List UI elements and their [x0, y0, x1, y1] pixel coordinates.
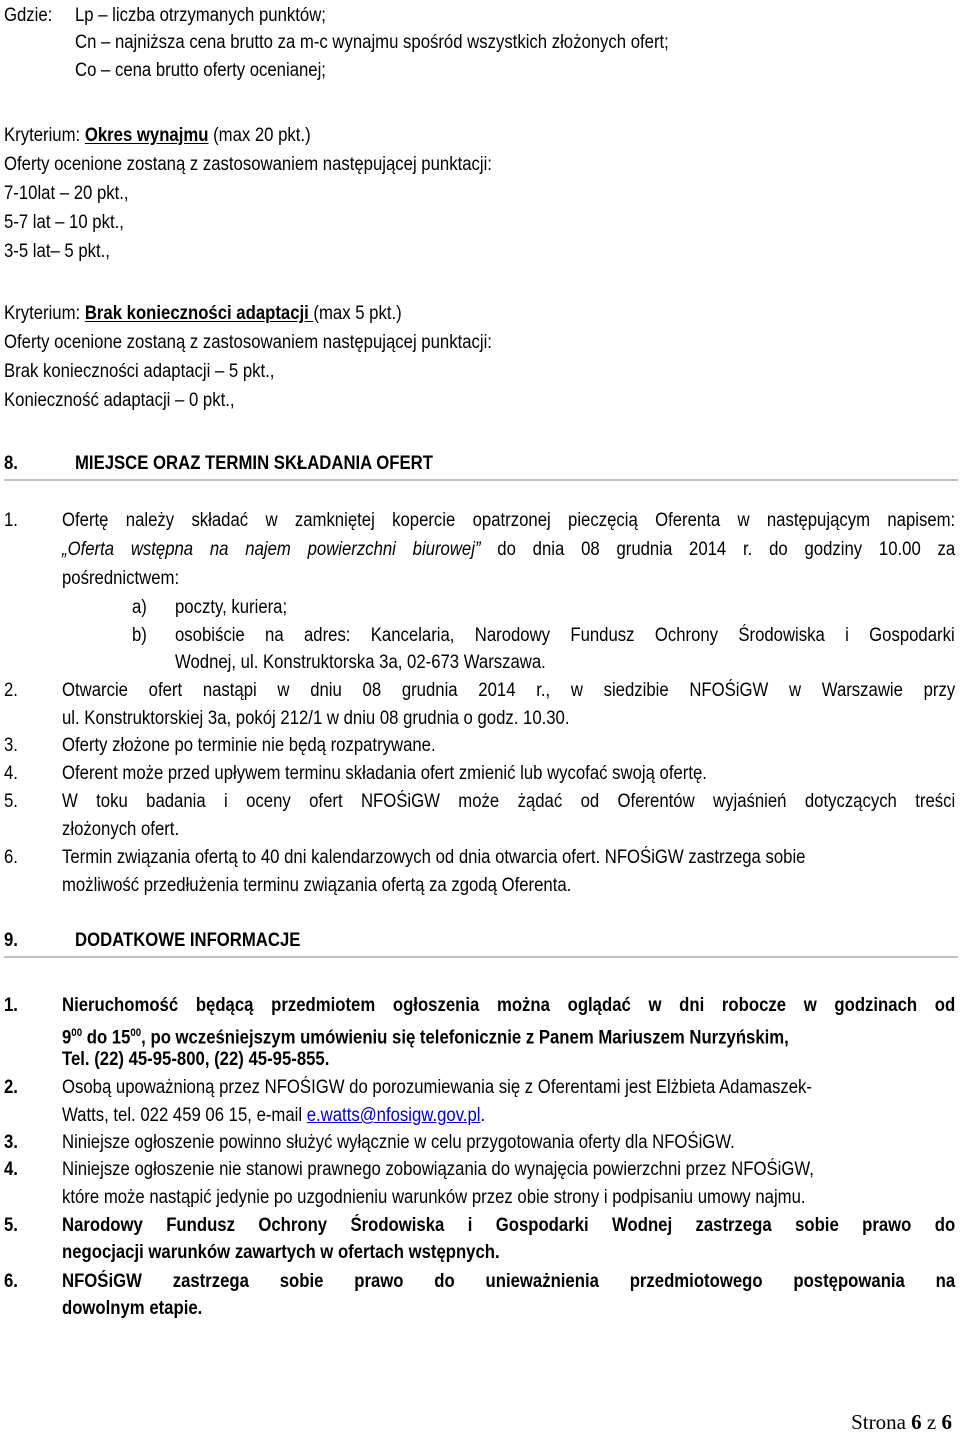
item-8-3: Oferty złożone po terminie nie będą rozpatrywane.: [62, 735, 436, 756]
page-label: Strona: [851, 1410, 912, 1434]
sub-item-b: osobiście na adres: Kancelaria, Narodowy Fundusz Ochrony Środowiska i Gospodarki: [175, 625, 955, 646]
item-9-1-line: Nieruchomość będącą przedmiotem ogłoszenia można oglądać w dni robocze w godzinach od: [62, 995, 956, 1016]
section-8-title: MIEJSCE ORAZ TERMIN SKŁADANIA OFERT: [75, 453, 433, 474]
item-9-2-line: Osobą upoważnioną przez NFOŚIGW do porozumiewania się z Oferentami jest Elżbieta Adamaszek-: [62, 1077, 812, 1098]
section-8-number: 8.: [4, 453, 18, 474]
item-9-6-line: dowolnym etapie.: [62, 1298, 203, 1319]
page-current: 6: [911, 1410, 922, 1434]
item-9-3: Niniejsze ogłoszenie powinno służyć wyłącznie w celu przygotowania oferty dla NFOŚiGW.: [62, 1132, 735, 1153]
criterion-max: (max 5 pkt.): [313, 303, 402, 324]
item-number: 5.: [4, 791, 18, 812]
item-9-5-line: Narodowy Fundusz Ochrony Środowiska i Gospodarki Wodnej zastrzega sobie prawo do: [62, 1215, 956, 1236]
criterion-period-item: 3-5 lat– 5 pkt.,: [4, 241, 110, 262]
item-8-1-line: [62, 538, 955, 562]
page-footer: [851, 1410, 952, 1435]
criterion-adaptation-item: Brak konieczności adaptacji – 5 pkt.,: [4, 361, 275, 382]
item-8-1-line: pośrednictwem:: [62, 568, 180, 589]
sub-item-label: a): [132, 597, 147, 618]
item-number: 3.: [4, 735, 18, 756]
item-9-1-line: Tel. (22) 45-95-800, (22) 45-95-855.: [62, 1049, 330, 1070]
section-8-header: [4, 449, 958, 481]
item-9-1-line: [62, 1021, 789, 1050]
page-total: 6: [941, 1410, 952, 1434]
deadline-text: do dnia 08 grudnia 2014 r. do godziny 10.00 za: [480, 539, 956, 560]
item-9-4-line: Niniejsze ogłoszenie nie stanowi prawnego zobowiązania do wynajęcia powierzchni przez NFOŚiGW,: [62, 1159, 814, 1180]
section-9-number: 9.: [4, 930, 18, 951]
criterion-period-item: 5-7 lat – 10 pkt.,: [4, 212, 124, 233]
item-number: 4.: [4, 1159, 18, 1180]
offer-label-italic: „Oferta wstępna na najem powierzchni biurowej”: [62, 539, 481, 560]
criterion-name: Okres wynajmu: [84, 125, 209, 146]
section-9-header: [4, 926, 958, 958]
item-number: 5.: [4, 1215, 18, 1236]
hours-to-minutes: 00: [130, 1027, 142, 1039]
hours-from-minutes: 00: [71, 1027, 83, 1039]
legend-lp: Lp – liczba otrzymanych punktów;: [75, 5, 326, 26]
sub-item-a: poczty, kuriera;: [175, 597, 288, 618]
item-number: 6.: [4, 847, 18, 868]
sub-item-label: b): [132, 625, 147, 646]
item-8-2-line: Otwarcie ofert nastąpi w dniu 08 grudnia 2014 r., w siedzibie NFOŚiGW w Warszawie przy: [62, 680, 956, 701]
criterion-adaptation-desc: Oferty ocenione zostaną z zastosowaniem następującej punktacji:: [4, 332, 492, 353]
email-period: .: [480, 1105, 486, 1126]
item-9-2-line: [62, 1104, 485, 1128]
item-8-1-line: Ofertę należy składać w zamkniętej kopercie opatrzonej pieczęcią Oferenta w następującym napisem:: [62, 510, 956, 531]
item-number: 3.: [4, 1132, 18, 1153]
item-8-5-line: złożonych ofert.: [62, 819, 180, 840]
criterion-prefix: Kryterium:: [4, 303, 85, 324]
item-8-6-line: możliwość przedłużenia terminu związania ofertą za zgodą Oferenta.: [62, 875, 572, 896]
contact-person: , po wcześniejszym umówieniu się telefonicznie z Panem Mariuszem Nurzyńskim,: [141, 1027, 789, 1049]
criterion-max: (max 20 pkt.): [208, 125, 311, 146]
email-link[interactable]: e.watts@nfosigw.gov.pl: [306, 1105, 481, 1126]
sub-item-b: Wodnej, ul. Konstruktorska 3a, 02-673 Warszawa.: [175, 652, 546, 673]
item-8-6-line: Termin związania ofertą to 40 dni kalendarzowych od dnia otwarcia ofert. NFOŚiGW zastrzega sobie: [62, 847, 806, 868]
legend-cn: Cn – najniższa cena brutto za m-c wynajmu spośród wszystkich złożonych ofert;: [75, 32, 669, 53]
item-number: 2.: [4, 1077, 18, 1098]
criterion-period-desc: Oferty ocenione zostaną z zastosowaniem następującej punktacji:: [4, 154, 492, 175]
item-8-4: Oferent może przed upływem terminu składania ofert zmienić lub wycofać swoją ofertę.: [62, 763, 707, 784]
item-number: 1.: [4, 510, 18, 531]
item-9-6-line: NFOŚiGW zastrzega sobie prawo do unieważnienia przedmiotowego postępowania na: [62, 1271, 956, 1292]
item-number: 4.: [4, 763, 18, 784]
item-number: 6.: [4, 1271, 18, 1292]
hours-to: do 15: [82, 1027, 131, 1049]
criterion-name: Brak konieczności adaptacji: [84, 303, 314, 324]
item-9-5-line: negocjacji warunków zawartych w ofertach wstępnych.: [62, 1242, 500, 1263]
item-number: 1.: [4, 995, 18, 1016]
criterion-adaptation-heading: [4, 302, 402, 326]
criterion-period-heading: [4, 124, 311, 148]
page-of: z: [921, 1410, 942, 1434]
item-8-2-line: ul. Konstruktorskiej 3a, pokój 212/1 w dniu 08 grudnia o godz. 10.30.: [62, 708, 570, 729]
criterion-prefix: Kryterium:: [4, 125, 85, 146]
legend-label: Gdzie:: [4, 5, 53, 26]
criterion-period-item: 7-10lat – 20 pkt.,: [4, 183, 129, 204]
section-9-title: DODATKOWE INFORMACJE: [75, 930, 301, 951]
phone-text: Watts, tel. 022 459 06 15, e-mail: [62, 1105, 307, 1126]
item-8-5-line: W toku badania i oceny ofert NFOŚiGW może żądać od Oferentów wyjaśnień dotyczących treści: [62, 791, 956, 812]
hours-from: 9: [62, 1027, 72, 1049]
item-9-4-line: które może nastąpić jedynie po uzgodnieniu warunków przez obie strony i podpisaniu umowy najmu.: [62, 1187, 806, 1208]
legend-co: Co – cena brutto oferty ocenianej;: [75, 60, 326, 81]
item-number: 2.: [4, 680, 18, 701]
criterion-adaptation-item: Konieczność adaptacji – 0 pkt.,: [4, 390, 235, 411]
